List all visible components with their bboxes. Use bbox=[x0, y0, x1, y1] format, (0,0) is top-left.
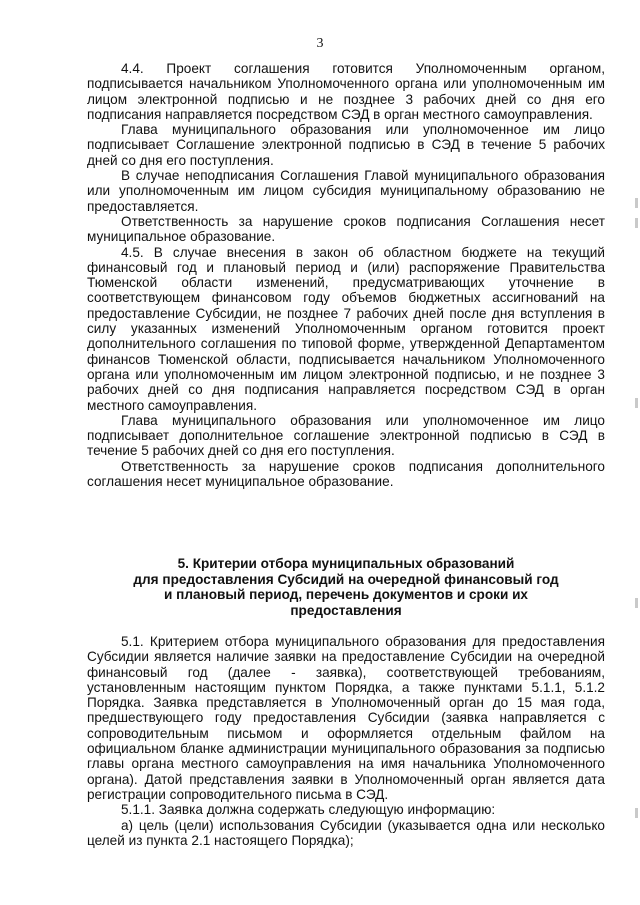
paragraph-5-1-1: 5.1.1. Заявка должна содержать следующую информацию: bbox=[121, 802, 496, 818]
page-number: 3 bbox=[316, 36, 324, 51]
paragraph-head-signs-additional: Глава муниципального образования или уполномоченное им лицо подписывает дополнительное соглашение электронной подписью в СЭД в течение 5 рабочих дней со дня его поступления. bbox=[87, 412, 605, 459]
scan-artifact bbox=[635, 198, 638, 208]
section-5-text bbox=[87, 634, 605, 848]
scan-artifact bbox=[635, 598, 638, 608]
paragraph-responsibility: Ответственность за нарушение сроков подписания Соглашения несет муниципальное образование. bbox=[87, 213, 605, 245]
paragraph-responsibility-additional: Ответственность за нарушение сроков подписания дополнительного соглашения несет муниципальное образование. bbox=[87, 458, 605, 490]
paragraph-4-5: 4.5. В случае внесения в закон об областном бюджете на текущий финансовый год и плановый период и (или) распоряжение Правительства Тюменской области изменений, предусматривающих уточнение в соответствующем финансовом году объемов бюджетных ассигнований на предоставление Субсидии, не позднее 7 рабочих дней после дня вступления в силу указанных изменений Уполномоченным органом готовится проект дополнительного соглашения по типовой форме, утвержденной Департаментом финансов Тюменской области, подписывается начальником Уполномоченного органа или уполномоченным им лицом электронной подписью, и не позднее 3 рабочих дней со дня подписания направляется посредством СЭД в орган местного самоуправления. bbox=[87, 244, 605, 413]
heading-line: 5. Критерии отбора муниципальных образований bbox=[177, 556, 515, 571]
paragraph-5-1: 5.1. Критерием отбора муниципального образования для предоставления Субсидии является наличие заявки на предоставление Субсидии на очередной финансовый год (далее - заявка), соответствующей требованиям, установленным настоящим пунктом Порядка, а также пунктами 5.1.1, 5.1.2 Порядка. Заявка представляется в Уполномоченный орган до 15 мая года, предшествующего году предоставления Субсидии (заявка направляется с сопроводительным письмом и оформляется отдельным файлом на официальном бланке администрации муниципального образования за подписью главы органа местного самоуправления на имя начальника Уполномоченного органа). Датой представления заявки в Уполномоченный орган является дата регистрации сопроводительного письма в СЭД. bbox=[87, 634, 605, 802]
section-5-heading bbox=[87, 556, 605, 618]
paragraph-head-signs: Глава муниципального образования или уполномоченное им лицо подписывает Соглашение электронной подписью в СЭД в течение 5 рабочих дней со дня его поступления. bbox=[87, 122, 605, 168]
heading-line: для предоставления Субсидий на очередной финансовый год bbox=[133, 571, 559, 587]
paragraph-not-signed: В случае неподписания Соглашения Главой муниципального образования или уполномоченным им лицом субсидия муниципальному образованию не предоставляется. bbox=[87, 168, 605, 214]
scan-artifact bbox=[635, 218, 638, 228]
heading-line: и плановый период, перечень документов и сроки их bbox=[164, 587, 528, 602]
heading-line: предоставления bbox=[290, 602, 402, 618]
paragraph-4-4: 4.4. Проект соглашения готовится Уполномоченным органом, подписывается начальником Уполномоченного органа или уполномоченным им лицом электронной подписью и не позднее 3 рабочих дней со дня его подписания направляется посредством СЭД в орган местного самоуправления. bbox=[87, 61, 605, 122]
scan-artifact bbox=[635, 808, 638, 818]
scan-artifact bbox=[635, 398, 638, 408]
paragraph-5-1-1-a: а) цель (цели) использования Субсидии (указывается одна или несколько целей из пункта 2.1 настоящего Порядка); bbox=[87, 817, 605, 848]
section-4-text bbox=[87, 61, 605, 489]
